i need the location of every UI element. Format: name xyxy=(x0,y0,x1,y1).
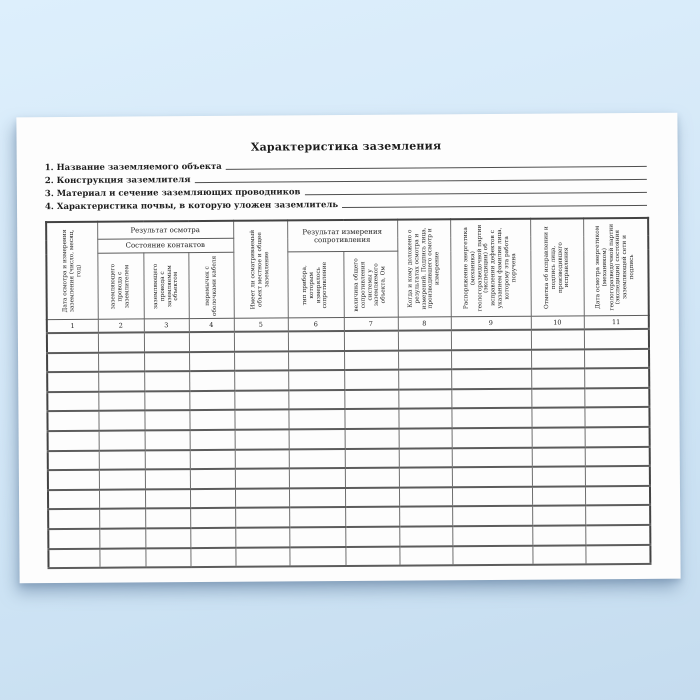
table-cell xyxy=(48,470,99,490)
table-cell xyxy=(235,547,289,567)
page-content xyxy=(16,113,680,570)
column-number: 10 xyxy=(531,316,584,330)
table-cell xyxy=(47,372,98,392)
table-cell xyxy=(145,450,190,470)
table-cell xyxy=(585,525,650,545)
table-cell xyxy=(399,526,452,546)
col-header-wire-to-earth: заземляющего провода с заземлителем xyxy=(97,253,143,319)
table-cell xyxy=(289,449,345,469)
table-cell xyxy=(584,407,649,427)
table-cell xyxy=(345,448,399,468)
table-cell xyxy=(289,429,345,449)
table-cell xyxy=(531,388,584,408)
table-cell xyxy=(399,428,452,448)
table-cell xyxy=(289,507,345,527)
table-cell xyxy=(48,431,99,451)
form-line-label: 4. Характеристика почвы, в которую уложен заземлитель xyxy=(44,200,339,213)
table-cell xyxy=(585,446,650,466)
table-cell xyxy=(144,410,189,430)
document-page xyxy=(16,113,680,584)
table-cell xyxy=(345,527,399,547)
table-cell xyxy=(289,547,345,567)
table-cell xyxy=(144,371,189,391)
table-cell xyxy=(452,526,532,546)
table-cell xyxy=(399,507,452,527)
table-cell xyxy=(47,352,98,372)
col-header-resistance-value: величина общего сопротивления системы у заземляемого объекта, Ом xyxy=(343,251,397,317)
table-cell xyxy=(585,505,650,525)
table-cell xyxy=(344,350,398,370)
table-cell xyxy=(190,508,235,528)
col-header-fix-note: Отметка об исправлении и подпись лица, производившего исправления xyxy=(530,218,584,316)
fill-in-rule xyxy=(342,195,647,208)
table-cell xyxy=(235,508,289,528)
table-cell xyxy=(399,487,452,507)
group-header-contacts-state: Состояние контактов xyxy=(97,238,233,253)
table-cell xyxy=(289,527,345,547)
col-header-jumpers: перемычек с оболочками кабеля xyxy=(188,252,233,318)
table-cell xyxy=(189,391,234,411)
table-cell xyxy=(289,488,345,508)
col-header-reported: Когда и кому доложено о результатах осмотра и измерений. Подпись лица, производившего осмотр и измерение xyxy=(397,219,451,317)
table-cell xyxy=(289,468,345,488)
table-cell xyxy=(398,350,451,370)
fill-in-rule xyxy=(304,182,647,195)
table-cell xyxy=(451,389,531,409)
table-cell xyxy=(399,448,452,468)
column-number: 9 xyxy=(451,316,531,330)
table-cell xyxy=(531,369,584,389)
table-cell xyxy=(344,370,398,390)
table-cell xyxy=(452,545,532,565)
table-cell xyxy=(585,427,650,447)
table-cell xyxy=(234,390,288,410)
table-cell xyxy=(190,489,235,509)
table-cell xyxy=(99,430,145,450)
table-cell xyxy=(47,333,98,353)
table-cell xyxy=(48,548,99,568)
form-line-label: 1. Название заземляемого объекта xyxy=(44,161,222,174)
col-header-order: Распоряжение энергетика (механика) геологоразведочной партии (экспедиции) об исправлении дефектов с указанием фамилии лица, которому эта работа поручена xyxy=(450,219,531,317)
page-title: Характеристика заземления xyxy=(250,139,442,154)
table-cell xyxy=(99,470,145,490)
table-row xyxy=(48,544,650,568)
table-cell xyxy=(235,488,289,508)
table-cell xyxy=(451,369,531,389)
table-cell xyxy=(399,467,452,487)
column-number: 1 xyxy=(47,319,98,333)
table-cell xyxy=(190,547,235,567)
table-cell xyxy=(344,331,398,351)
table-cell xyxy=(145,430,190,450)
table-cell xyxy=(288,331,344,351)
fill-in-rule xyxy=(194,169,646,183)
table-cell xyxy=(99,528,145,548)
table-cell xyxy=(145,528,190,548)
table-cell xyxy=(532,525,585,545)
table-cell xyxy=(234,331,288,351)
table-cell xyxy=(190,449,235,469)
table-cell xyxy=(98,372,144,392)
table-cell xyxy=(398,330,451,350)
table-cell xyxy=(190,528,235,548)
table-cell xyxy=(584,388,649,408)
table-cell xyxy=(235,469,289,489)
table-cell xyxy=(235,527,289,547)
column-number: 4 xyxy=(189,318,234,332)
table-cell xyxy=(398,409,451,429)
table-cell xyxy=(584,368,649,388)
group-header-inspection-result: Результат осмотра xyxy=(97,221,233,239)
table-cell xyxy=(190,430,235,450)
table-cell xyxy=(344,389,398,409)
col-header-date: Дата осмотра и измерения заземления (число, месяц, год) xyxy=(46,222,98,320)
table-cell xyxy=(190,469,235,489)
column-number: 11 xyxy=(584,315,649,329)
table-cell xyxy=(234,371,288,391)
table-cell xyxy=(345,546,399,566)
table-cell xyxy=(235,429,289,449)
column-number: 6 xyxy=(288,318,344,332)
table-cell xyxy=(345,507,399,527)
table-cell xyxy=(452,506,532,526)
table-cell xyxy=(345,429,399,449)
column-number: 8 xyxy=(398,317,451,331)
table-cell xyxy=(99,489,145,509)
table-cell xyxy=(398,369,451,389)
table-cell xyxy=(451,408,531,428)
table-cell xyxy=(451,330,531,350)
table-cell xyxy=(48,509,99,529)
col-header-engineer-date: Дата осмотра энергетиком (механиком) геологоразведочной партии (экспедиции) состояния заземляющей сети и подпись xyxy=(583,218,649,316)
table-cell xyxy=(145,548,190,568)
table-cell xyxy=(189,371,234,391)
column-number: 2 xyxy=(98,319,144,333)
table-cell xyxy=(451,349,531,369)
table-cell xyxy=(532,506,585,526)
table-cell xyxy=(532,486,585,506)
table-cell xyxy=(452,428,532,448)
table-cell xyxy=(144,391,189,411)
column-number: 7 xyxy=(344,317,398,331)
table-cell xyxy=(189,410,234,430)
table-cell xyxy=(584,329,649,349)
table-cell xyxy=(531,329,584,349)
table-cell xyxy=(48,450,99,470)
fill-in-rule xyxy=(226,156,647,170)
table-cell xyxy=(532,447,585,467)
table-cell xyxy=(234,410,288,430)
table-body xyxy=(47,329,651,568)
col-header-device-type: тип прибора, которым измерялось сопротивление xyxy=(287,252,343,318)
form-line-label: 2. Конструкция заземлителя xyxy=(44,175,191,187)
table-cell xyxy=(345,468,399,488)
table-cell xyxy=(532,545,585,565)
table-cell xyxy=(48,529,99,549)
table-cell xyxy=(235,449,289,469)
form-line-label: 3. Материал и сечение заземляющих проводников xyxy=(44,187,301,200)
table-cell xyxy=(452,447,532,467)
table-cell xyxy=(98,332,144,352)
table-cell xyxy=(145,489,190,509)
table-cell xyxy=(345,487,399,507)
table-cell xyxy=(145,508,190,528)
col-header-has-grounding: Имеет ли осматриваемый объект местное и общее заземление xyxy=(233,220,288,318)
table-cell xyxy=(99,450,145,470)
table-cell xyxy=(48,489,99,509)
column-number: 3 xyxy=(144,319,189,333)
table-cell xyxy=(288,390,344,410)
table-cell xyxy=(452,486,532,506)
table-cell xyxy=(531,408,584,428)
table-cell xyxy=(585,486,650,506)
table-cell xyxy=(99,509,145,529)
table-cell xyxy=(144,332,189,352)
table-cell xyxy=(47,392,98,412)
table-cell xyxy=(145,469,190,489)
column-number: 5 xyxy=(234,318,288,332)
col-header-wire-to-object: заземляющего провода с заземляемым объектом xyxy=(143,253,188,319)
table-cell xyxy=(532,427,585,447)
table-cell xyxy=(47,411,98,431)
table-cell xyxy=(99,548,145,568)
table-cell xyxy=(189,332,234,352)
table-cell xyxy=(344,409,398,429)
table-cell xyxy=(234,351,288,371)
table-cell xyxy=(144,352,189,372)
table-cell xyxy=(398,389,451,409)
group-header-measurement-result: Результат измерения сопротивления xyxy=(287,220,397,252)
table-cell xyxy=(532,467,585,487)
table-cell xyxy=(585,544,650,564)
table-cell xyxy=(189,351,234,371)
table-cell xyxy=(98,391,144,411)
table-cell xyxy=(288,351,344,371)
table-cell xyxy=(452,467,532,487)
grounding-table xyxy=(45,217,651,569)
table-cell xyxy=(399,546,452,566)
table-cell xyxy=(585,466,650,486)
table-cell xyxy=(288,409,344,429)
table-cell xyxy=(98,352,144,372)
table-cell xyxy=(288,370,344,390)
table-cell xyxy=(98,411,144,431)
table-cell xyxy=(584,348,649,368)
table-cell xyxy=(531,349,584,369)
